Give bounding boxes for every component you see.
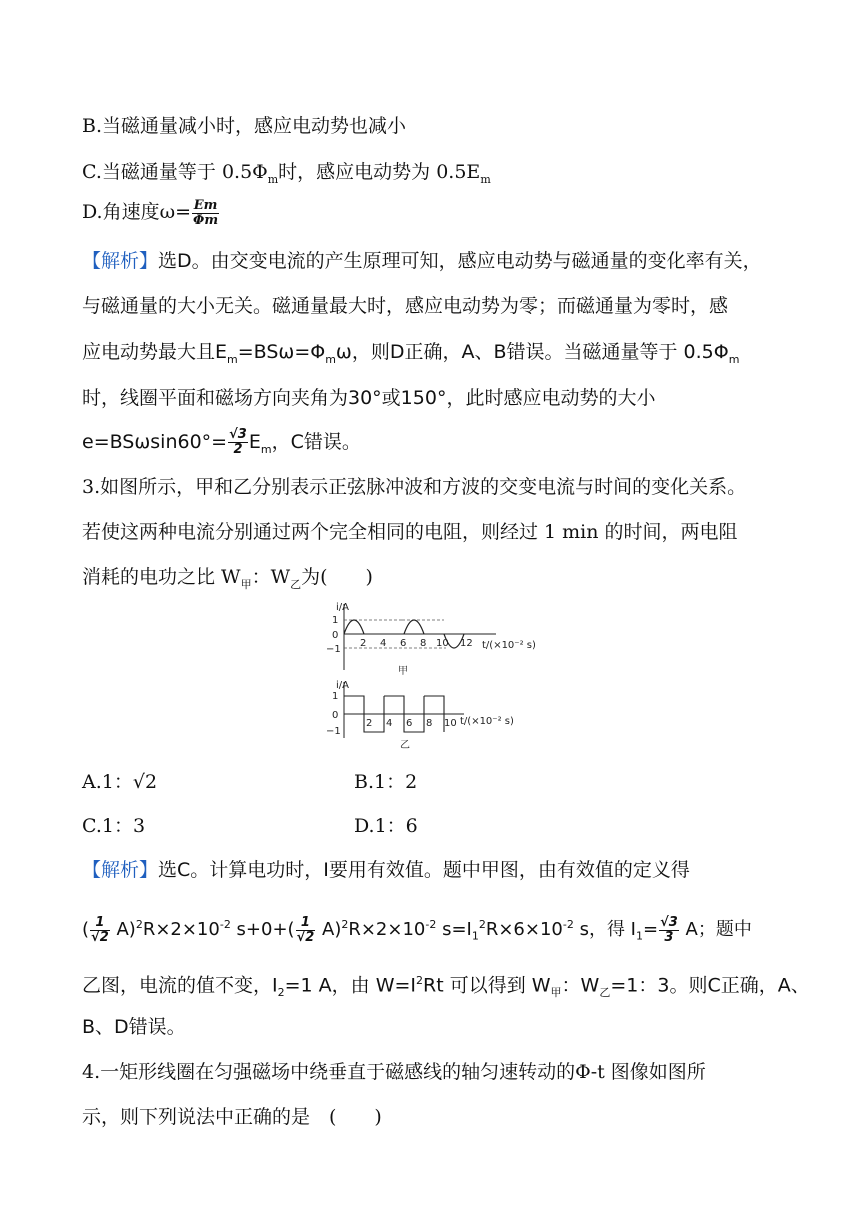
option-b: B.当磁通量减小时，感应电动势也减小 bbox=[82, 115, 407, 137]
option-c: C.当磁通量等于 $0.5\Phi_m$时，感应电动势为 $0.5E_m$ bbox=[82, 161, 491, 186]
q3-option-d: D.1：6 bbox=[354, 815, 418, 837]
fig1-caption: 甲 bbox=[398, 666, 408, 677]
option-d: D.角速度ω= $\frac{Em}{\Phi m}$ bbox=[82, 197, 219, 228]
fig2-x-tick-6: 6 bbox=[406, 718, 413, 729]
fig1-x-tick-8: 8 bbox=[420, 638, 427, 649]
fig2-y-tick-minus1: −1 bbox=[326, 726, 341, 737]
fraction-1-sqrt2: $\frac{1}{√2}$ bbox=[91, 914, 109, 945]
analysis-line-2: 与磁通量的大小无关。磁通量最大时，感应电动势为零；而磁通量为零时，感 bbox=[82, 295, 729, 317]
q3-option-b: B.1：2 bbox=[354, 771, 418, 793]
fig1-x-tick-10: 10 bbox=[436, 638, 449, 649]
fig1-x-tick-6: 6 bbox=[400, 638, 407, 649]
fig2-x-tick-4: 4 bbox=[386, 718, 393, 729]
analysis-line-3: 应电动势最大且$E_m=BS\omega=\Phi_m\omega$，则D正确，A、B错误。当磁通量等于 $0.5\Phi_m$ bbox=[82, 341, 740, 366]
fig2-caption: 乙 bbox=[400, 740, 410, 751]
question-3-line-1: 3.如图所示，甲和乙分别表示正弦脉冲波和方波的交变电流与时间的变化关系。 bbox=[82, 476, 747, 498]
question-3-line-2: 若使这两种电流分别通过两个完全相同的电阻，则经过 1 min 的时间，两电阻 bbox=[82, 521, 738, 543]
analysis-line-1: 【解析】选D。由交变电流的产生原理可知，感应电动势与磁通量的变化率有关， bbox=[82, 250, 762, 272]
analysis2-tag: 【解析】 bbox=[82, 859, 159, 881]
fig2-x-tick-2: 2 bbox=[366, 718, 373, 729]
analysis2-line-1: 【解析】选C。计算电功时，I要用有效值。题中甲图，由有效值的定义得 bbox=[82, 859, 690, 881]
fig2-y-label: i/A bbox=[336, 680, 349, 691]
square-wave-positive bbox=[344, 696, 444, 714]
fig1-x-tick-2: 2 bbox=[360, 638, 367, 649]
fraction-em-phim: $\frac{Em}{\Phi m}$ bbox=[193, 197, 219, 228]
fig1-x-tick-12: 12 bbox=[460, 638, 473, 649]
analysis-line-5: e=BSωsin60°= $\frac{√3}{2}$ $E_m$，C错误。 bbox=[82, 427, 361, 457]
fraction-1-sqrt2-b: $\frac{1}{√2}$ bbox=[296, 914, 315, 945]
fig1-y-tick-0: 0 bbox=[332, 630, 339, 641]
fig1-y-label: i/A bbox=[336, 602, 349, 613]
fraction-sqrt3-3: $\frac{√3}{3}$ bbox=[660, 914, 678, 945]
q3-option-a: A.1：√2 bbox=[82, 771, 158, 793]
analysis-tag: 【解析】 bbox=[82, 250, 159, 272]
analysis-line-4: 时，线圈平面和磁场方向夹角为30°或150°，此时感应电动势的大小 bbox=[82, 387, 656, 409]
fig1-x-label: t/(×10⁻² s) bbox=[482, 640, 536, 651]
figure-square-wave bbox=[326, 676, 526, 754]
fraction-sqrt3-2: $\frac{√3}{2}$ bbox=[229, 427, 247, 457]
question-3-line-3: 消耗的电功之比 $W_甲$：$W_乙$为( ) bbox=[82, 566, 373, 591]
analysis2-line-3: 乙图，电流的值不变，$I_2=1$ A，由 $W=I^2Rt$ 可以得到 $W_甲$：$W_乙=1$：3。则C正确，A、 bbox=[82, 974, 810, 1000]
analysis2-line-4: B、D错误。 bbox=[82, 1016, 186, 1038]
q3-option-c: C.1：3 bbox=[82, 815, 146, 837]
analysis2-line-2: ( $\frac{1}{√2}$ $A)^2R\times 2\times 10^{-2}$ s+0+( $\frac{1}{√2}$ $A)^2R\times 2\times 10^{-2}$ $s=I_1^2R\times 6\times 10^{-2}$ s，得 $I_1=$ $\frac{√3}{3}$ A；题中 bbox=[82, 914, 752, 945]
fig2-x-tick-10: 10 bbox=[444, 718, 457, 729]
fig2-x-tick-8: 8 bbox=[426, 718, 433, 729]
figure-sine-pulse bbox=[326, 600, 546, 678]
fig2-y-tick-0: 0 bbox=[332, 710, 339, 721]
fig1-y-tick-minus1: −1 bbox=[326, 644, 341, 655]
fig2-x-label: t/(×10⁻² s) bbox=[460, 716, 514, 727]
question-4-line-1: 4.一矩形线圈在匀强磁场中绕垂直于磁感线的轴匀速转动的Φ-t 图像如图所 bbox=[82, 1061, 706, 1083]
fig1-x-tick-4: 4 bbox=[380, 638, 387, 649]
fig2-y-tick-1: 1 bbox=[332, 691, 339, 702]
fig1-y-tick-1: 1 bbox=[332, 615, 339, 626]
question-4-line-2: 示，则下列说法中正确的是 ( ) bbox=[82, 1106, 382, 1128]
